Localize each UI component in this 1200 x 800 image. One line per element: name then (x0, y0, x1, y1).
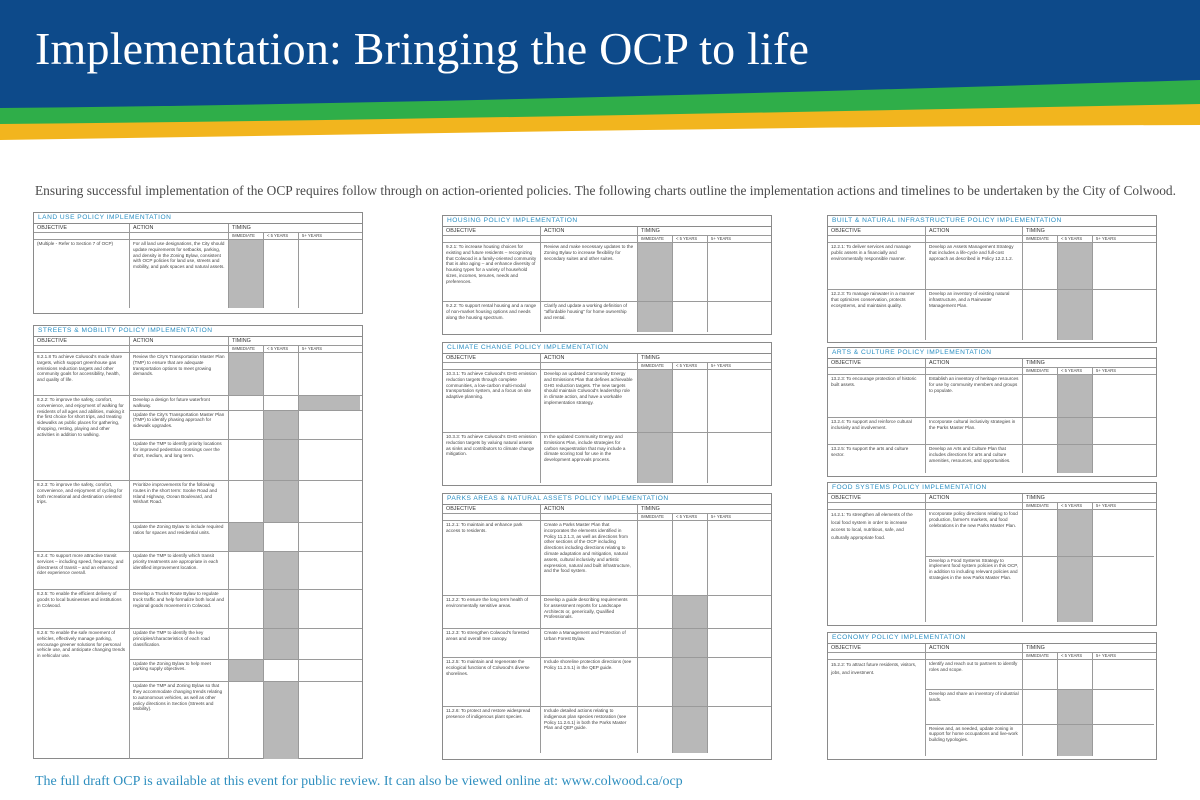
table-row (443, 629, 771, 658)
footer-note: The full draft OCP is available at this event for public review. It can also be viewed online at: www.colwood.ca/ocp (35, 774, 683, 789)
header-timing: TIMING (1022, 359, 1154, 367)
header-objective: OBJECTIVE (446, 228, 476, 234)
streets-mobility-table (33, 325, 363, 759)
table-title: STREETS & MOBILITY POLICY IMPLEMENTATION (34, 326, 362, 337)
intro-text: Ensuring successful implementation of the OCP requires follow through on action-oriented policies. The following charts outline the implementation actions and timelines to be undertaken by the City of Colwood. (35, 183, 1176, 198)
action-cell: Review and make necessary updates to the Zoning Bylaw to increase flexibility for secondary suites and other suites. (540, 243, 637, 301)
timing-subheader (34, 346, 362, 353)
header-objective: OBJECTIVE (831, 645, 861, 651)
action-cell: Incorporate cultural inclusivity strategies in the Parks Master Plan. (925, 418, 1022, 444)
land-use-table (33, 212, 363, 314)
objective-cell: 8.2.1.8 To achieve Colwood's mode share targets, which support greenhouse gas emissions reduction targets and other community goals for accessibility, health, and quality of life. (37, 354, 123, 383)
action-cell: Develop an Assets Management Strategy that includes a life-cycle and full-cost approach as described in Policy 12.2.1.2. (925, 243, 1022, 289)
table-row (34, 590, 362, 629)
action-cell: For all land use designations, the City should update requirements for setbacks, parking, and density in the Zoning Bylaw, consistent with OCP policies for land use, streets and mobility, and park spaces and natural assets. (129, 240, 228, 308)
table-row (443, 302, 771, 332)
action-cell: Develop a Food Systems Strategy to implement food system policies in this OCP, in addition to including relevant policies and strategies in the new Parks Master Plan. (925, 557, 1022, 622)
table-row (443, 596, 771, 629)
header-immediate: IMMEDIATE (637, 236, 672, 242)
objective-cell: 9.2.2: To support rental housing and a range of non-market housing options and needs along the housing spectrum. (446, 303, 537, 320)
header-objective: OBJECTIVE (831, 360, 861, 366)
header-timing: TIMING (228, 224, 360, 232)
action-cell: Establish an inventory of heritage resources for use by community members and groups to populate. (925, 375, 1022, 417)
header-gt5: 5+ YEARS (707, 363, 769, 369)
objective-cell: 11.2.1: To maintain and enhance park access to residents. (446, 522, 523, 533)
table-row-group (34, 629, 362, 759)
table-title: ARTS & CULTURE POLICY IMPLEMENTATION (828, 348, 1156, 359)
header-objective: OBJECTIVE (831, 228, 861, 234)
objective-cell: 8.2.5: To enable the efficient delivery of goods to local businesses and institutions in Colwood. (37, 591, 122, 608)
header-lt5: < 5 YEARS (1057, 653, 1092, 659)
arts-culture-table (827, 347, 1157, 477)
action-cell: In the updated Community Energy and Emissions Plan, include strategies for carbon sequestration that may include a climate scoring tool for use in the development approvals process. (540, 433, 637, 483)
header-gt5: 5+ YEARS (298, 233, 360, 239)
table-header (34, 224, 362, 233)
table-row-group (828, 510, 1156, 622)
header-timing: TIMING (228, 337, 360, 345)
header-action: ACTION (925, 494, 1022, 502)
table-title: BUILT & NATURAL INFRASTRUCTURE POLICY IMPLEMENTATION (828, 216, 1156, 227)
table-row (828, 290, 1156, 340)
header-gt5: 5+ YEARS (1092, 236, 1154, 242)
table-title: LAND USE POLICY IMPLEMENTATION (34, 213, 362, 224)
header-immediate: IMMEDIATE (637, 363, 672, 369)
table-row (443, 433, 771, 483)
header-gt5: 5+ YEARS (707, 236, 769, 242)
table-title: PARKS AREAS & NATURAL ASSETS POLICY IMPLEMENTATION (443, 494, 771, 505)
header-lt5: < 5 YEARS (1057, 368, 1092, 374)
header-timing: TIMING (637, 354, 769, 362)
economy-table (827, 632, 1157, 760)
header-lt5: < 5 YEARS (263, 346, 298, 352)
header-immediate: IMMEDIATE (637, 514, 672, 520)
action-cell: Identify and reach out to partners to identify roles and scope. (925, 660, 1022, 689)
parks-natural-assets-table (442, 493, 772, 760)
action-cell: Include shoreline protection directions (see Policy 11.2.5.1) in the QEP guide. (540, 658, 637, 706)
header-objective: OBJECTIVE (831, 495, 861, 501)
objective-cell: 10.3.3: To achieve Colwood's GHG emission reduction targets by valuing natural assets as sinks and contributors to climate change mitigation. (446, 434, 537, 457)
table-row (443, 521, 771, 596)
objective-cell: 11.2.2: To ensure the long term health of environmentally sensitive areas. (446, 597, 529, 608)
action-cell: Incorporate policy directions relating to food production, farmer's markets, and food celebrations in the new Parks Master Plan. (925, 510, 1022, 556)
action-cell: Update the TMP to identify priority locations for improved pedestrian crossings over the short, medium, and long term. (129, 440, 228, 480)
objective-cell: (Multiple - Refer to Section 7 of OCP) (37, 241, 114, 246)
table-row (34, 552, 362, 590)
action-cell: Prioritize improvements for the following routes in the short term: Sooke Road and Island Highway, Ocean Boulevard, and Wishart Road. (129, 481, 228, 522)
header-lt5: < 5 YEARS (263, 233, 298, 239)
action-cell: Review the City's Transportation Master Plan (TMP) to ensure that are adequate transportation options to meet growing demands. (129, 353, 228, 395)
header-timing: TIMING (637, 505, 769, 513)
objective-cell: 13.2.5: To support the arts and culture sector. (831, 446, 909, 457)
objective-cell: 12.2.1: To deliver services and manage public assets in a financially and environmentally responsible manner. (831, 244, 911, 261)
header-action: ACTION (925, 359, 1022, 367)
header-objective: OBJECTIVE (446, 506, 476, 512)
action-cell: Include detailed actions relating to indigenous plan species restoration (see Policy 11.2.6.1) in both the Parks Master Plan and QEP guide. (540, 707, 637, 753)
header-lt5: < 5 YEARS (672, 514, 707, 520)
action-cell: Update the TMP and Zoning Bylaw so that they accommodate changing trends relating to autonomous vehicles, as well as other policy directions in Section (Streets and Mobility). (129, 682, 228, 759)
header-timing: TIMING (1022, 227, 1154, 235)
housing-table (442, 215, 772, 335)
header-lt5: < 5 YEARS (1057, 236, 1092, 242)
action-cell: Develop a Trucks Route Bylaw to regulate truck traffic and help formalize both local and regional goods movement in Colwood. (129, 590, 228, 628)
table-title: ECONOMY POLICY IMPLEMENTATION (828, 633, 1156, 644)
header-objective: OBJECTIVE (37, 338, 67, 344)
climate-change-table (442, 342, 772, 486)
table-title: FOOD SYSTEMS POLICY IMPLEMENTATION (828, 483, 1156, 494)
header-immediate: IMMEDIATE (1022, 503, 1057, 509)
action-cell: Develop and share an inventory of industrial lands. (925, 690, 1022, 723)
header-immediate: IMMEDIATE (228, 233, 263, 239)
action-cell: Update the TMP to identify the key principles/characteristics of each road classification. (129, 629, 228, 659)
table-title: CLIMATE CHANGE POLICY IMPLEMENTATION (443, 343, 771, 354)
header-gt5: 5+ YEARS (1092, 653, 1154, 659)
header-timing: TIMING (637, 227, 769, 235)
table-row (443, 707, 771, 753)
objective-cell: 14.2.1: To strengthen all elements of the local food system in order to increase access to local, nutritious, safe, and culturally appropriate food. (831, 512, 913, 540)
table-header (34, 337, 362, 346)
table-row (34, 353, 362, 396)
page-title: Implementation: Bringing the OCP to life (35, 23, 810, 74)
table-row-group (34, 481, 362, 552)
header-action: ACTION (540, 227, 637, 235)
objective-cell: 10.3.1: To achieve Colwood's GHG emission reduction targets through complete communities, a low-carbon multi-modal transportation system, and a focus on site adaptive planning. (446, 371, 537, 400)
header-timing: TIMING (1022, 494, 1154, 502)
timing-immediate (228, 240, 263, 308)
header-action: ACTION (129, 337, 228, 345)
header-action: ACTION (129, 224, 228, 232)
header-action: ACTION (925, 644, 1022, 652)
table-row (828, 418, 1156, 445)
table-row-group (34, 396, 362, 481)
action-cell: Update the TMP to identify which transit priority treatments are appropriate in each identified improvement location. (129, 552, 228, 589)
header-action: ACTION (540, 505, 637, 513)
header-gt5: 5+ YEARS (1092, 503, 1154, 509)
table-row-group (828, 660, 1156, 756)
objective-cell: 12.2.3: To manage rainwater in a manner that optimizes conservation, protects ecosystems, and maintains quality. (831, 291, 915, 308)
action-cell: Create a Management and Protection of Urban Forest Bylaw. (540, 629, 637, 657)
table-title: HOUSING POLICY IMPLEMENTATION (443, 216, 771, 227)
objective-cell: 8.2.4: To support more attractive transit services – including speed, frequency, and directness of transit – and an enhanced rider experience overall. (37, 553, 124, 576)
food-systems-table (827, 482, 1157, 626)
timing-subheader (34, 233, 362, 240)
objective-cell: 8.2.2: To improve the safety, comfort, convenience, and enjoyment of walking for residents of all ages and abilities, making it the first choice for short trips, and treating sidewalks as public places for gathering, shopping, resting, playing and other activities in addition to walking. (37, 397, 125, 437)
header-immediate: IMMEDIATE (1022, 653, 1057, 659)
action-cell: Clarify and update a working definition of "affordable housing" for home ownership and rental. (540, 302, 637, 332)
header-gt5: 5+ YEARS (1092, 368, 1154, 374)
objective-cell: 15.2.2: To attract future residents, visitors, jobs, and investment. (831, 662, 917, 675)
table-row (828, 445, 1156, 473)
action-cell: Develop an updated Community Energy and Emissions Plan that defines achievable GHG reduction targets. The new targets should maintain Colwood's leadership role in climate action, and have a workable implementation strategy. (540, 370, 637, 432)
header-immediate: IMMEDIATE (1022, 236, 1057, 242)
objective-cell: 11.2.5: To maintain and regenerate the ecological functions of Colwood's diverse shorelines. (446, 659, 530, 676)
action-cell: Update the Zoning Bylaw to include required ratios for spaces and residential units. (129, 523, 228, 551)
objective-cell: 11.2.3: To strengthen Colwood's forested areas and overall tree canopy. (446, 630, 529, 641)
header-immediate: IMMEDIATE (228, 346, 263, 352)
header-lt5: < 5 YEARS (1057, 503, 1092, 509)
objective-cell: 8.2.6: To enable the safe movement of vehicles, effectively manage parking, encourage greener solutions for personal vehicle use, and anticipate changing trends in vehicular use. (37, 630, 126, 659)
header-timing: TIMING (1022, 644, 1154, 652)
table-row (443, 370, 771, 433)
header-objective: OBJECTIVE (37, 225, 67, 231)
action-cell: Develop an Arts and Culture Plan that includes directions for arts and culture amenities, resources, and opportunities. (925, 445, 1022, 473)
action-cell: Develop an inventory of existing natural infrastructure, and a Rainwater Management Plan. (925, 290, 1022, 340)
objective-cell: 13.2.4: To support and reinforce cultural inclusivity and involvement. (831, 419, 912, 430)
header-objective: OBJECTIVE (446, 355, 476, 361)
header-action: ACTION (540, 354, 637, 362)
table-row (34, 240, 362, 308)
action-cell: Develop a design for future waterfront walkway. (129, 396, 228, 410)
objective-cell: 11.2.6: To protect and restore widespread presence of indigenous plant species. (446, 708, 531, 719)
action-cell: Update the City's Transportation Master Plan (TMP) to identify phasing approach for sidewalk upgrades. (129, 411, 228, 439)
objective-cell: 13.2.3: To encourage protection of historic built assets. (831, 376, 917, 387)
header-lt5: < 5 YEARS (672, 363, 707, 369)
action-cell: Review and, as needed, update zoning in support for home occupations and live-work building typologies. (925, 725, 1022, 756)
action-cell: Develop a guide describing requirements for assessment reports for Landscape Architects or, generically, Qualified Professionals. (540, 596, 637, 628)
header-action: ACTION (925, 227, 1022, 235)
table-row (828, 243, 1156, 290)
table-row (828, 375, 1156, 418)
objective-cell: 9.2.1: To increase housing choices for existing and future residents – recognizing that Colwood is a family-oriented community that is also aging – and enhance diversity of housing types for a variety of household sizes, incomes, tenures, needs and preferences. (446, 244, 537, 284)
table-row (443, 243, 771, 302)
action-cell: Create a Parks Master Plan that incorporates the elements identified in Policy 11.2.1.3, as well as directions from other sections of the OCP including directions including directions relating to climate adaptation and mitigation, natural assets, cultural inclusivity and artistic expression, natural and built infrastructure, and the food system. (540, 521, 637, 595)
built-natural-infrastructure-table (827, 215, 1157, 343)
table-row (443, 658, 771, 707)
objective-cell: 8.2.3: To improve the safety, comfort, convenience, and enjoyment of cycling for both recreational and destination oriented trips. (37, 482, 123, 505)
action-cell: Update the Zoning Bylaw to help meet parking supply objectives. (129, 660, 228, 682)
header-gt5: 5+ YEARS (298, 346, 360, 352)
header-gt5: 5+ YEARS (707, 514, 769, 520)
header-immediate: IMMEDIATE (1022, 368, 1057, 374)
header-lt5: < 5 YEARS (672, 236, 707, 242)
